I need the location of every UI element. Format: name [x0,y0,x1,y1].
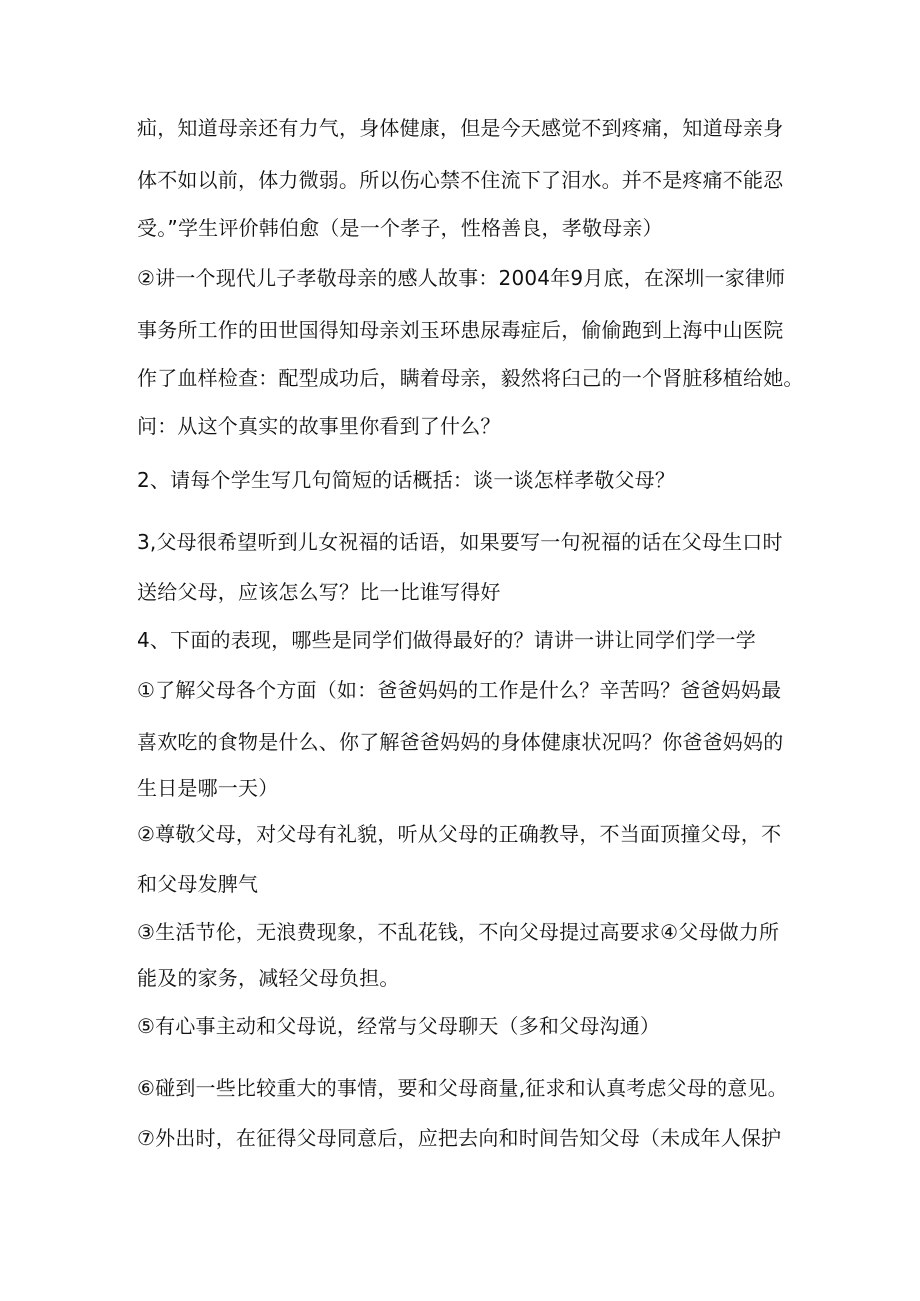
text-line: 体不如以前，体力微弱。所以伤心禁不住流下了泪水。并不是疼痛不能忍 [137,168,784,192]
text-line: 受。”学生评价韩伯愈（是一个孝子，性格善良，孝敬母亲） [137,216,663,240]
text-line: 生日是哪一天） [137,776,279,800]
text-line: ⑥碰到一些比较重大的事情，要和父母商量,征求和认真考虑父母的意见。 [137,1076,788,1100]
text-line: ⑦外出时，在征得父母同意后，应把去向和时间告知父母（未成年人保护 [137,1126,782,1150]
text-line: 事务所工作的田世国得知母亲刘玉环患尿毒症后，偷偷跑到上海中山医院 [137,318,784,342]
text-line: ③生活节伦，无浪费现象，不乱花钱，不向父母提过高要求④父母做力所 [137,920,780,944]
text-line: ①了解父母各个方面（如：爸爸妈妈的工作是什么？辛苦吗？爸爸妈妈最 [137,678,782,702]
text-line: ②尊敬父母，对父母有礼貌，听从父母的正确教导，不当面顶撞父母，不 [137,822,782,846]
text-line: 问：从这个真实的故事里你看到了什么？ [137,414,501,438]
text-line: ⑤有心事主动和父母说，经常与父母聊天（多和父母沟通） [137,1014,661,1038]
text-line: 4、下面的表现，哪些是同学们做得最好的？请讲一讲让同学们学一学 [137,628,756,652]
text-line: ②讲一个现代儿子孝敬母亲的感人故事：2004年9月底，在深圳一家律师 [137,266,786,290]
text-line: 和父母发脾气 [137,872,259,896]
text-line: 3,父母很希望听到儿女祝福的话语，如果要写一句祝福的话在父母生口时 [137,530,783,554]
text-line: 能及的家务，减轻父母负担。 [137,966,400,990]
text-line: 作了血样检查：配型成功后，瞒着母亲，毅然将臼己的一个肾脏移植给她。 [137,366,804,390]
text-line: 喜欢吃的食物是什么、你了解爸爸妈妈的身体健康状况吗？你爸爸妈妈的 [137,730,784,754]
text-line: 疝，知道母亲还有力气，身体健康，但是今天感觉不到疼痛，知道母亲身 [137,116,784,140]
text-line: 送给父母，应该怎么写？比一比谁写得好 [137,580,501,604]
text-line: 2、请每个学生写几句简短的话概括：谈一谈怎样孝敬父母？ [137,468,676,492]
